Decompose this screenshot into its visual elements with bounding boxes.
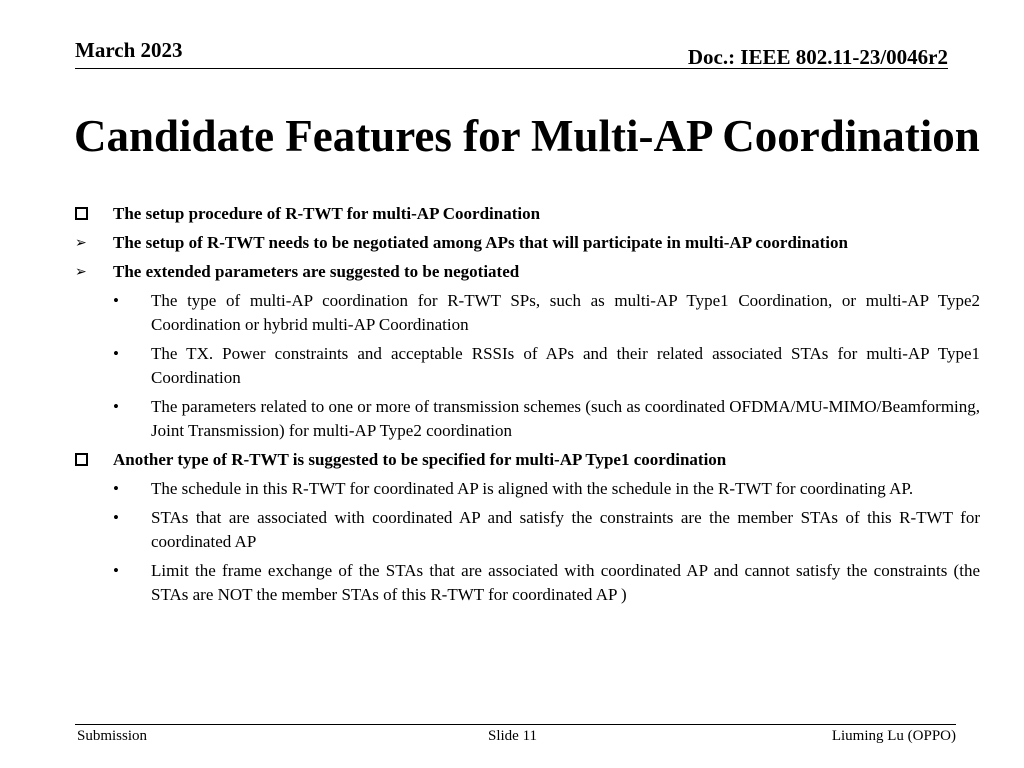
footer-submission: Submission <box>77 728 148 744</box>
bullet-text: STAs that are associated with coordinated AP and satisfy the constraints are the member STAs of this R-TWT for coordinated AP <box>151 508 980 551</box>
header-doc-id: Doc.: IEEE 802.11-23/0046r2 <box>687 45 948 69</box>
dot-bullet-icon: • <box>113 479 119 498</box>
dot-bullet-icon: • <box>113 397 119 416</box>
bullet-item <box>0 260 1024 284</box>
header-divider <box>75 68 948 69</box>
footer-slide-number: Slide 11 <box>488 728 538 744</box>
slide-body <box>0 202 1024 612</box>
bullet-text: Another type of R-TWT is suggested to be specified for multi-AP Type1 coordination <box>113 450 727 469</box>
header-date: March 2023 <box>75 38 183 62</box>
slide-title: Candidate Features for Multi-AP Coordination <box>74 111 980 161</box>
dot-bullet-icon: • <box>113 508 119 527</box>
sub-bullet-item <box>0 289 1024 337</box>
dot-bullet-icon: • <box>113 291 119 310</box>
bullet-text: The TX. Power constraints and acceptable RSSIs of APs and their related associated STAs for multi-AP Type1 Coordination <box>151 344 980 387</box>
bullet-text: The extended parameters are suggested to be negotiated <box>113 262 520 281</box>
sub-bullet-item <box>0 559 1024 607</box>
bullet-item <box>0 231 1024 255</box>
bullet-text: Limit the frame exchange of the STAs that are associated with coordinated AP and cannot satisfy the constraints (the STAs are NOT the member STAs of this R-TWT for coordinated AP ) <box>151 561 980 604</box>
footer-divider <box>75 724 956 725</box>
sub-bullet-item <box>0 477 1024 501</box>
arrow-bullet-icon: ➢ <box>75 235 87 251</box>
sub-bullet-item <box>0 395 1024 443</box>
sub-bullet-item <box>0 342 1024 390</box>
sub-bullet-item <box>0 506 1024 554</box>
bullet-text: The setup procedure of R-TWT for multi-AP Coordination <box>113 204 541 223</box>
square-bullet-icon <box>75 202 88 227</box>
bullet-text: The schedule in this R-TWT for coordinated AP is aligned with the schedule in the R-TWT for coordinating AP. <box>151 479 914 498</box>
dot-bullet-icon: • <box>113 561 119 580</box>
bullet-text: The parameters related to one or more of transmission schemes (such as coordinated OFDMA/MU-MIMO/Beamforming, Joint Transmission) for multi-AP Type2 coordination <box>151 397 981 440</box>
bullet-text: The type of multi-AP coordination for R-TWT SPs, such as multi-AP Type1 Coordination, or multi-AP Type2 Coordination or hybrid multi-AP Coordination <box>151 291 980 334</box>
bullet-item <box>0 202 1024 226</box>
arrow-bullet-icon: ➢ <box>75 264 87 280</box>
bullet-text: The setup of R-TWT needs to be negotiated among APs that will participate in multi-AP coordination <box>113 233 848 252</box>
footer-author: Liuming Lu (OPPO) <box>831 728 956 744</box>
dot-bullet-icon: • <box>113 344 119 363</box>
square-bullet-icon <box>75 448 88 473</box>
bullet-item <box>0 448 1024 472</box>
